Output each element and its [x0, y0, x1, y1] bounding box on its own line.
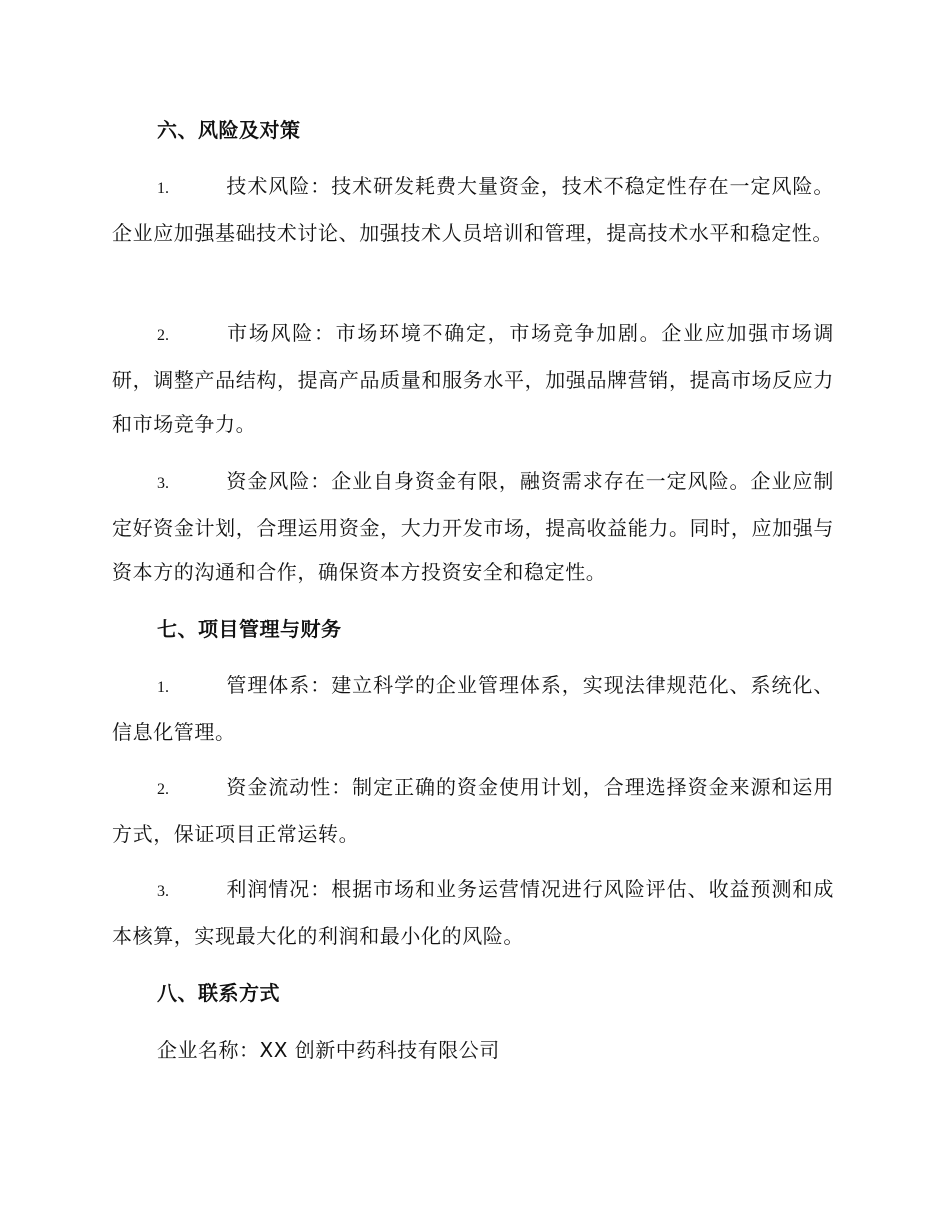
management-item-liquidity	[112, 765, 834, 856]
management-item-profit	[112, 867, 834, 958]
list-item-text: 资金流动性：制定正确的资金使用计划，合理选择资金来源和运用方式，保证项目正常运转。	[112, 775, 834, 846]
risk-item-technology	[112, 164, 834, 255]
list-item-text: 技术风险：技术研发耗费大量资金，技术不稳定性存在一定风险。企业应加强基础技术讨论、加强技术人员培训和管理，提高技术水平和稳定性。	[112, 174, 834, 245]
management-item-system	[112, 663, 834, 754]
section-heading-management: 七、项目管理与财务	[157, 617, 342, 641]
list-item-text: 管理体系：建立科学的企业管理体系，实现法律规范化、系统化、信息化管理。	[112, 673, 834, 744]
list-number: 2.	[157, 781, 169, 798]
list-item-text: 市场风险：市场环境不确定，市场竞争加剧。企业应加强市场调研，调整产品结构，提高产品质量和服务水平，加强品牌营销，提高市场反应力和市场竞争力。	[112, 321, 834, 436]
list-item-text: 利润情况：根据市场和业务运营情况进行风险评估、收益预测和成本核算，实现最大化的利润和最小化的风险。	[112, 877, 834, 948]
risk-item-market	[112, 311, 834, 446]
list-number: 2.	[157, 327, 169, 344]
list-number: 3.	[157, 475, 169, 492]
list-number: 1.	[157, 679, 169, 696]
list-number: 1.	[157, 180, 169, 197]
company-name: 企业名称：XX 创新中药科技有限公司	[157, 1038, 500, 1062]
list-number: 3.	[157, 883, 169, 900]
list-item-text: 资金风险：企业自身资金有限，融资需求存在一定风险。企业应制定好资金计划，合理运用资金，大力开发市场，提高收益能力。同时，应加强与资本方的沟通和合作，确保资本方投资安全和稳定性。	[112, 469, 834, 584]
section-heading-risk: 六、风险及对策	[157, 118, 301, 142]
section-heading-contact: 八、联系方式	[157, 981, 280, 1005]
risk-item-funding	[112, 459, 834, 594]
